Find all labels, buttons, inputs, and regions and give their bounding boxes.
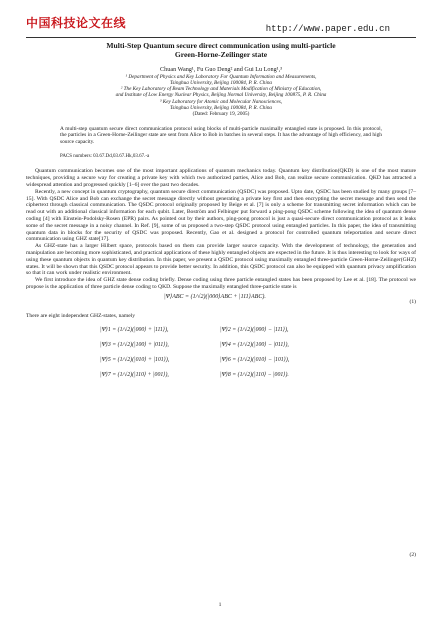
ghz-state: |Ψ⟩2 = (1/√2)(|000⟩ − |111⟩), xyxy=(220,326,289,333)
affiliation-line: ³ Key Laboratory for Atomic and Molecular Nanosciences, xyxy=(159,98,283,105)
equation-1 xyxy=(26,291,416,313)
header-rule xyxy=(26,37,416,38)
affiliation-line: Tsinghua University, Beijing 100084, P. R. China xyxy=(169,104,273,111)
site-logo[interactable]: 中国科技论文在线 xyxy=(26,16,127,30)
paragraph: Recently, a new concept in quantum cryptography, quantum secure direct communication (QSDC) was proposed. Upto date, QSDC has been studied by many groups [7–15]. With QSDC Alice and Bob can exchange the secret message directly without generating a private key first and then encrypting the secret message and then send the ciphertext through classical communication. The QSDC protocol originally proposed by Beige et al. [7] is only a scheme for transmitting secret information which can be read out with an additional classical information for each qubit. Later, Boström and Felbinger put forward a ping-pong QSDC scheme following the idea of quantum dense coding [4] with Einstein-Podolsky-Rosen (EPR) pairs. As pointed out by their authors, ping-pong protocol is just a quasi-secure direct communication protocol as it leaks some of the secret message in a noisy channel. In Ref. [9], some of us proposed a two-step QSDC protocol using entangled particles. In this paper, the idea of transmitting quantum data in blocks for the security of QSDC was proposed. Recently, Gao et al. designed a protocol for controlled quantum teleportation and secure direct communication using GHZ state[17]. xyxy=(26,188,416,243)
ghz-intro: There are eight independent GHZ-states, namely xyxy=(26,312,136,319)
ghz-state: |Ψ⟩3 = (1/√2)(|100⟩ + |011⟩), xyxy=(100,341,169,348)
ghz-state: |Ψ⟩7 = (1/√2)(|110⟩ + |001⟩), xyxy=(100,371,169,378)
ghz-states xyxy=(100,326,416,386)
paper-title xyxy=(26,41,416,59)
paper-page xyxy=(26,40,416,386)
paragraph: We first introduce the idea of GHZ state dense coding briefly. Dense coding using three particle entangled states has been proposed by Lee et al. [18]. The protocol we propose is the application of three particle dense coding to QKD. Suppose the maximally entangled three-particle state is xyxy=(26,277,416,290)
body-text xyxy=(26,168,416,290)
affiliation-line: ¹ Department of Physics and Key Laboratory For Quantum Information and Measurements, xyxy=(125,73,317,80)
abstract: A multi-step quantum secure direct communication protocol using blocks of multi-particle maximally entangled state is proposed. In this protocol, the particles in a Green-Horne-Zeilinger state are sent from Alice to Bob in batches in several steps. It has the advantage of high efficiency, and high source capacity. xyxy=(60,125,382,145)
affiliation-line: ² The Key Laboratory of Beam Technology and Materials Modification of Ministry of Education, xyxy=(120,86,322,93)
ghz-state: |Ψ⟩5 = (1/√2)(|010⟩ + |101⟩), xyxy=(100,356,170,363)
equation-1-number: (1) xyxy=(409,298,416,305)
affiliation-line: and Institute of Low Energy Nuclear Physics, Beijing Normal University, Beijing 100875, P. R. China xyxy=(115,92,327,99)
paragraph: Quantum communication becomes one of the most important applications of quantum mechanics today. Quantum key distribution(QKD) is one of the most mature techniques, providing a secure way for creating a private key with which two authorized parties, Alice and Bob, can realize secure communication. QKD has attracted a widespread attention and progressed quickly [1–6] over the past two decades. xyxy=(26,168,416,188)
page-number: 1 xyxy=(218,602,222,608)
paper-date: (Dated: February 19, 2005) xyxy=(192,111,250,118)
ghz-state: |Ψ⟩1 = (1/√2)(|000⟩ + |111⟩), xyxy=(100,326,169,333)
ghz-state: |Ψ⟩6 = (1/√2)(|010⟩ − |101⟩), xyxy=(220,356,290,363)
authors: Chuan Wang¹, Fu Guo Deng² and Gui Lu Long¹,³ xyxy=(160,66,282,73)
affiliation-line: Tsinghua University, Beijing 100084, P. R. China xyxy=(169,80,273,86)
equation-2-number: (2) xyxy=(409,552,416,558)
site-url[interactable]: http://www.paper.edu.cn xyxy=(265,24,390,34)
pacs-numbers: PACS numbers: 03.67.Dd,03.67.Hk,03.67.-a xyxy=(60,153,150,159)
ghz-state: |Ψ⟩8 = (1/√2)(|110⟩ − |001⟩). xyxy=(220,371,289,378)
ghz-state: |Ψ⟩4 = (1/√2)(|100⟩ − |011⟩), xyxy=(220,341,289,348)
paragraph: As GHZ-state has a larger Hilbert space, protocols based on them can provide larger source capacity. With the development of technology, the generation and manipulation are becoming more sophisticated, and practical applications of these highly entangled objects are expected in the future. It is thus interesting to look for ways of using these quantum objects in quantum key distribution. In this paper, we present a QSDC protocol using maximally entangled three-particle Green-Horne-Zeilinger(GHZ) states. It will be shown that this QSDC protocol appears to provide better security. In addition, this QSDC protocol can also be equipped with quantum privacy amplification so that it can work under realistic environment. xyxy=(26,243,416,277)
site-header xyxy=(0,0,440,40)
affiliations xyxy=(26,74,416,111)
title-line-1: Multi-Step Quantum secure direct communication using multi-particle xyxy=(106,41,336,50)
title-line-2: Green-Horne-Zeilinger state xyxy=(174,50,268,59)
equation-1-body: |Ψ⟩ABC = (1/√2)(|000⟩ABC + |111⟩ABC). xyxy=(164,293,266,300)
